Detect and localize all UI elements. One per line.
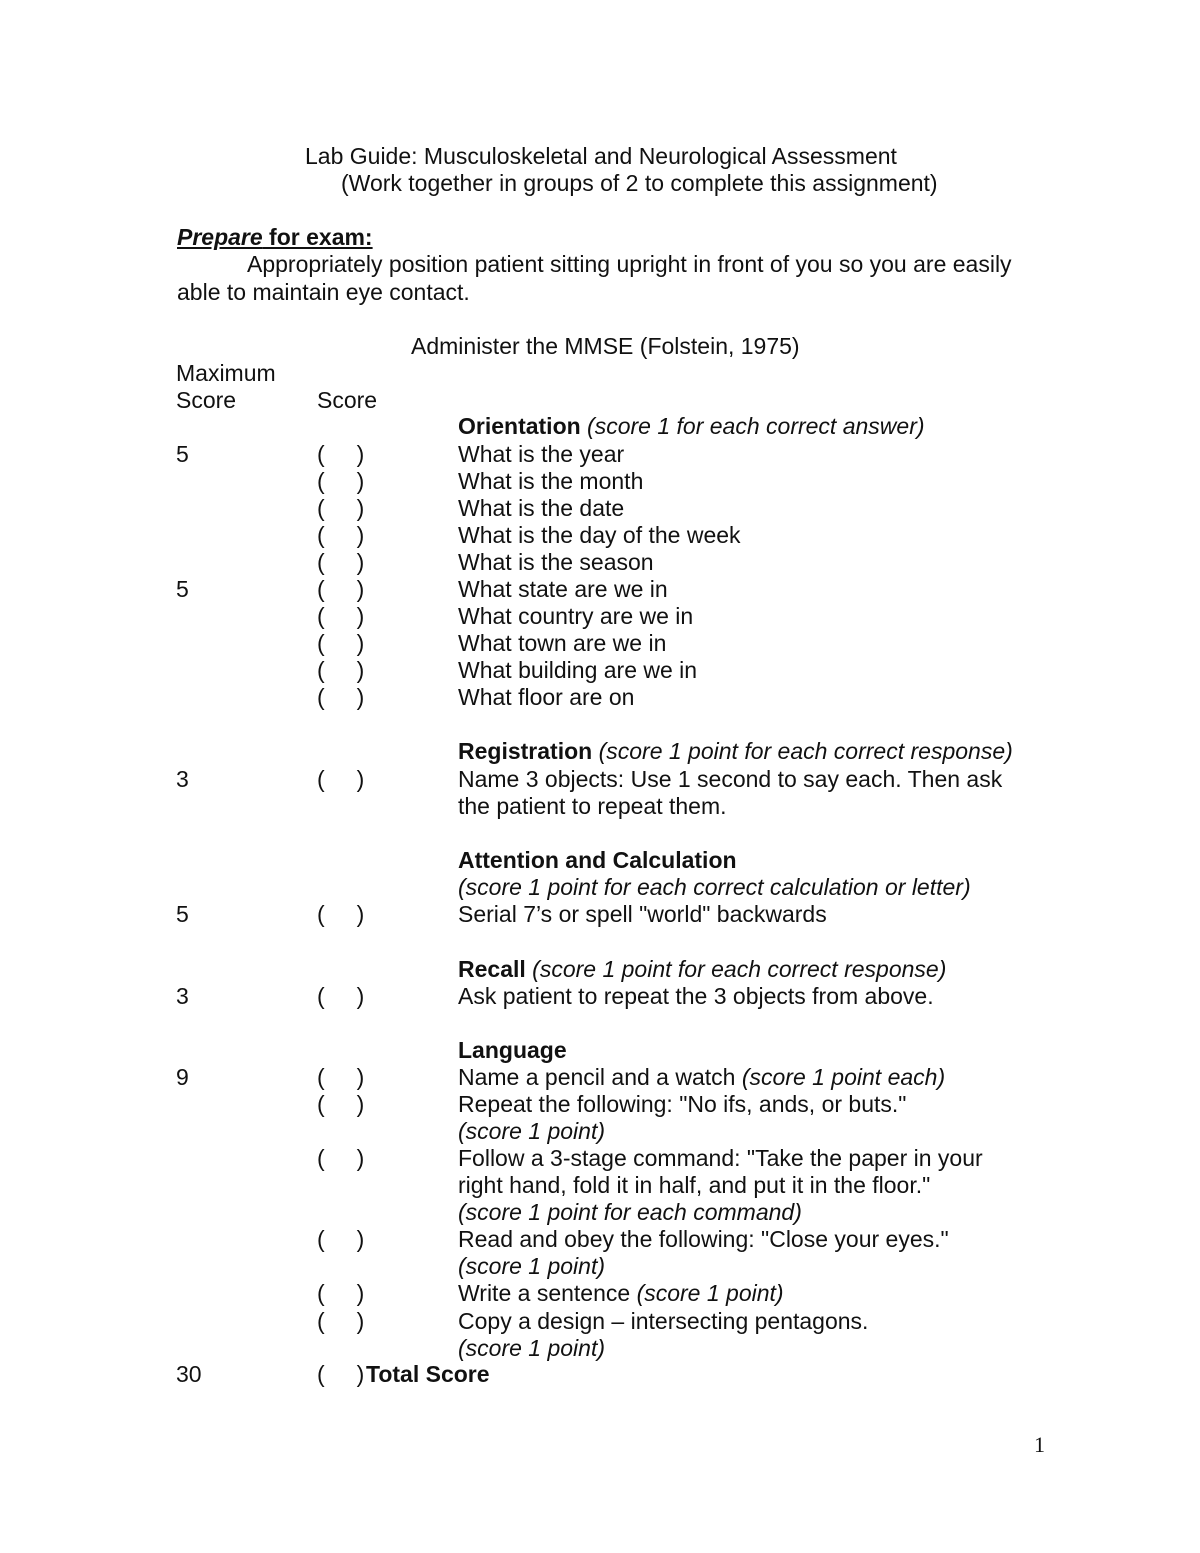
page-subtitle: (Work together in groups of 2 to complete this assignment) xyxy=(341,170,938,196)
language-item-2-text: Repeat the following: "No ifs, ands, or buts." xyxy=(458,1091,907,1117)
language-item-2-note: (score 1 point) xyxy=(458,1118,606,1144)
score-blank[interactable]: ( ) xyxy=(317,576,365,602)
orientation-item: What is the date xyxy=(458,495,625,521)
score-blank[interactable]: ( ) xyxy=(317,630,365,656)
language-item-1-text: Name a pencil and a watch xyxy=(458,1064,742,1090)
language-item-3-line2: right hand, fold it in half, and put it in the floor." xyxy=(458,1172,931,1198)
score-blank[interactable]: ( ) xyxy=(317,1091,365,1117)
registration-note: (score 1 point for each correct response) xyxy=(592,738,1013,764)
total-max-score: 30 xyxy=(176,1361,202,1387)
score-blank[interactable]: ( ) xyxy=(317,1280,365,1306)
score-blank[interactable]: ( ) xyxy=(317,684,365,710)
column-header-max-2: Score xyxy=(176,387,237,413)
registration-text-line1: Name 3 objects: Use 1 second to say each. Then ask xyxy=(458,766,1003,792)
prepare-heading-rest: for exam: xyxy=(262,224,373,250)
prepare-heading xyxy=(177,226,373,249)
orientation-item: What building are we in xyxy=(458,657,698,683)
score-blank[interactable]: ( ) xyxy=(317,468,365,494)
orientation-item: What floor are on xyxy=(458,684,635,710)
score-blank[interactable]: ( ) xyxy=(317,441,365,467)
orientation-title: Orientation xyxy=(458,413,581,439)
prepare-text-line1: Appropriately position patient sitting upright in front of you so you are easily xyxy=(247,251,1012,277)
recall-title: Recall xyxy=(458,956,526,982)
language-item-5-text: Write a sentence xyxy=(458,1280,637,1306)
language-item-5-note: (score 1 point) xyxy=(636,1280,784,1306)
language-item-3-note: (score 1 point for each command) xyxy=(458,1199,802,1225)
recall-max-score: 3 xyxy=(176,983,189,1009)
language-item-6-note: (score 1 point) xyxy=(458,1335,606,1361)
prepare-heading-italic: Prepare xyxy=(177,224,263,250)
attention-max-score: 5 xyxy=(176,901,189,927)
orientation-item: What is the season xyxy=(458,549,654,575)
score-blank[interactable]: ( ) xyxy=(317,522,365,548)
registration-title: Registration xyxy=(458,738,593,764)
language-item-1-note: (score 1 point each) xyxy=(741,1064,946,1090)
score-blank[interactable]: ( ) xyxy=(317,901,365,927)
language-item-6-text: Copy a design – intersecting pentagons. xyxy=(458,1308,869,1334)
mmse-title: Administer the MMSE (Folstein, 1975) xyxy=(411,333,800,359)
column-header-max-1: Maximum xyxy=(176,360,276,386)
orientation-max-score-2: 5 xyxy=(176,576,189,602)
score-blank[interactable]: ( ) xyxy=(317,657,365,683)
recall-heading xyxy=(458,958,946,981)
language-max-score: 9 xyxy=(176,1064,189,1090)
recall-note: (score 1 point for each correct response) xyxy=(525,956,947,982)
language-item-4-note: (score 1 point) xyxy=(458,1253,606,1279)
score-blank[interactable]: ( ) xyxy=(317,1064,365,1090)
orientation-note: (score 1 for each correct answer) xyxy=(580,413,925,439)
registration-text-line2: the patient to repeat them. xyxy=(458,793,727,819)
total-score-blank[interactable]: ( ) xyxy=(317,1361,365,1387)
language-item-3-line1: Follow a 3-stage command: "Take the paper in your xyxy=(458,1145,983,1171)
prepare-text-line2: able to maintain eye contact. xyxy=(177,279,470,305)
orientation-item: What is the month xyxy=(458,468,644,494)
attention-text: Serial 7’s or spell "world" backwards xyxy=(458,901,827,927)
score-blank[interactable]: ( ) xyxy=(317,549,365,575)
score-blank[interactable]: ( ) xyxy=(317,1226,365,1252)
attention-note: (score 1 point for each correct calculation or letter) xyxy=(458,874,971,900)
score-blank[interactable]: ( ) xyxy=(317,766,365,792)
score-blank[interactable]: ( ) xyxy=(317,1145,365,1171)
score-blank[interactable]: ( ) xyxy=(317,603,365,629)
registration-max-score: 3 xyxy=(176,766,189,792)
recall-text: Ask patient to repeat the 3 objects from above. xyxy=(458,983,934,1009)
registration-heading xyxy=(458,740,1013,763)
language-item-1 xyxy=(458,1066,945,1089)
page-number: 1 xyxy=(1034,1432,1045,1457)
column-header-score: Score xyxy=(317,387,378,413)
orientation-item: What country are we in xyxy=(458,603,694,629)
orientation-item: What town are we in xyxy=(458,630,667,656)
orientation-max-score-1: 5 xyxy=(176,441,189,467)
total-score-label: Total Score xyxy=(366,1361,490,1387)
orientation-heading xyxy=(458,415,925,438)
orientation-item: What is the day of the week xyxy=(458,522,741,548)
language-item-5 xyxy=(458,1282,784,1305)
page-title: Lab Guide: Musculoskeletal and Neurological Assessment xyxy=(305,143,897,169)
score-blank[interactable]: ( ) xyxy=(317,1308,365,1334)
score-blank[interactable]: ( ) xyxy=(317,983,365,1009)
attention-heading: Attention and Calculation xyxy=(458,847,737,873)
orientation-item: What state are we in xyxy=(458,576,668,602)
orientation-item: What is the year xyxy=(458,441,625,467)
score-blank[interactable]: ( ) xyxy=(317,495,365,521)
language-heading: Language xyxy=(458,1037,567,1063)
language-item-4-text: Read and obey the following: "Close your eyes." xyxy=(458,1226,949,1252)
